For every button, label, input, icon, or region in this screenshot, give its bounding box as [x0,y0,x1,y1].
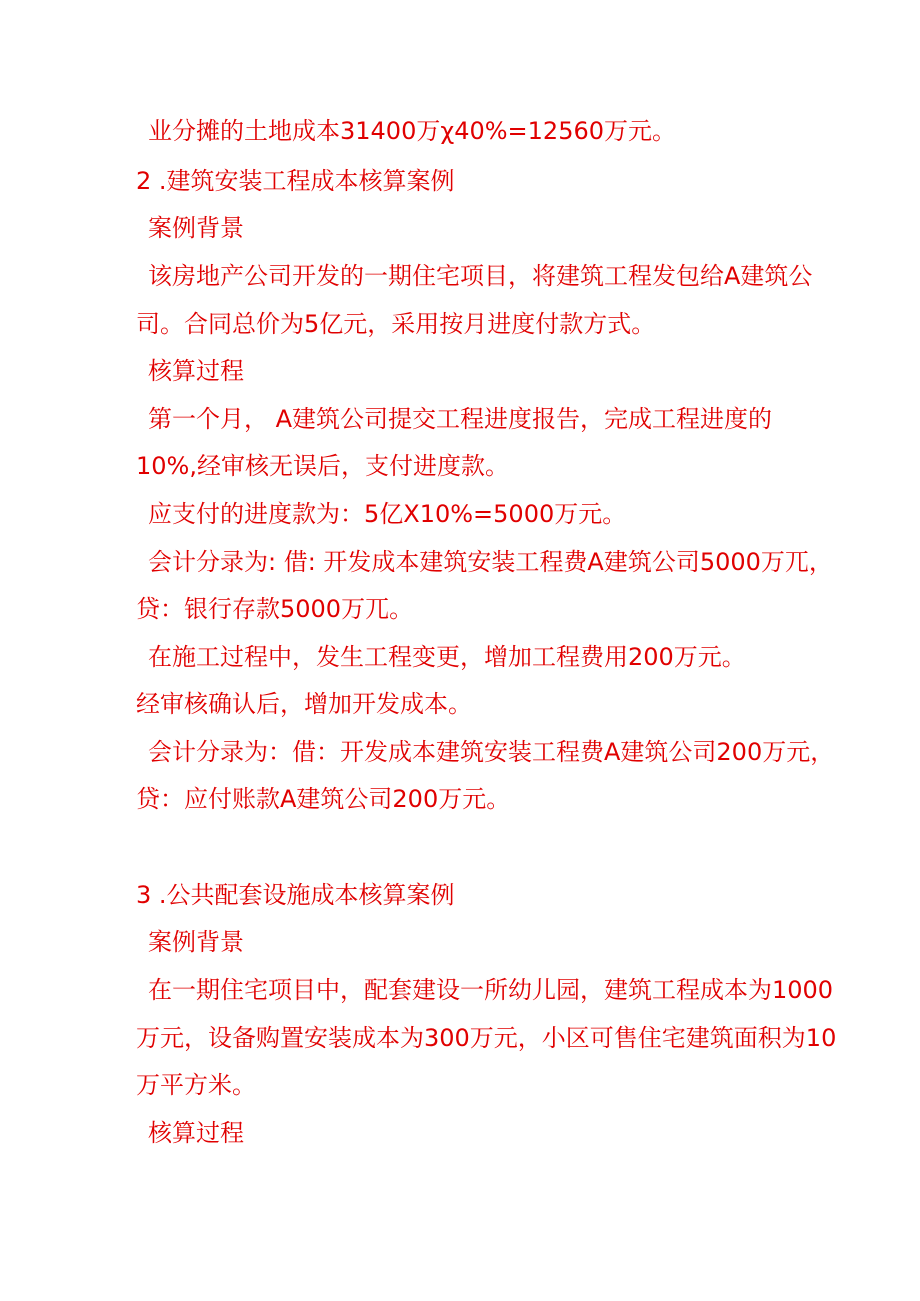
subheading-accounting-process-2: 核算过程 [148,1119,244,1147]
paragraph-add-dev-cost: 经审核确认后，增加开发成本。 [136,690,472,718]
paragraph-progress-payment: 应支付的进度款为：5亿X10%=5000万元。 [148,500,627,528]
paragraph-kindergarten-line1: 在一期住宅项目中，配套建设一所幼儿园，建筑工程成本为1000 [148,976,834,1004]
paragraph-first-month-line2: 10%,经审核无误后，支付进度款。 [136,452,509,480]
journal-entry-credit-5000: 贷：银行存款5000万兀。 [136,595,414,623]
paragraph-change-order: 在施工过程中，发生工程变更，增加工程费用200万元。 [148,643,746,671]
paragraph-land-cost-allocation: 业分摊的土地成本31400万χ40%=12560万元。 [148,117,677,145]
journal-entry-debit-200: 会计分录为：借：开发成本建筑安装工程费A建筑公司200万元， [148,738,835,766]
paragraph-first-month-line1: 第一个月， A建筑公司提交工程进度报告，完成工程进度的 [148,405,773,433]
paragraph-background-line2: 司。合同总价为5亿元，采用按月进度付款方式。 [136,310,656,338]
paragraph-kindergarten-line2: 万元，设备购置安装成本为300万元，小区可售住宅建筑面积为10 [136,1024,837,1052]
subheading-case-background: 案例背景 [148,214,244,242]
paragraph-kindergarten-line3: 万平方米。 [136,1071,256,1099]
subheading-accounting-process: 核算过程 [148,357,244,385]
section-heading-construction-cost: 2 .建筑安装工程成本核算案例 [136,167,455,195]
journal-entry-credit-200: 贷：应付账款A建筑公司200万元。 [136,785,511,813]
section-heading-public-facilities: 3 .公共配套设施成本核算案例 [136,881,455,909]
subheading-case-background-2: 案例背景 [148,928,244,956]
journal-entry-debit-5000: 会计分录为: 借: 开发成本建筑安装工程费A建筑公司5000万兀， [148,548,833,576]
paragraph-background-line1: 该房地产公司开发的一期住宅项目，将建筑工程发包给A建筑公 [148,262,813,290]
